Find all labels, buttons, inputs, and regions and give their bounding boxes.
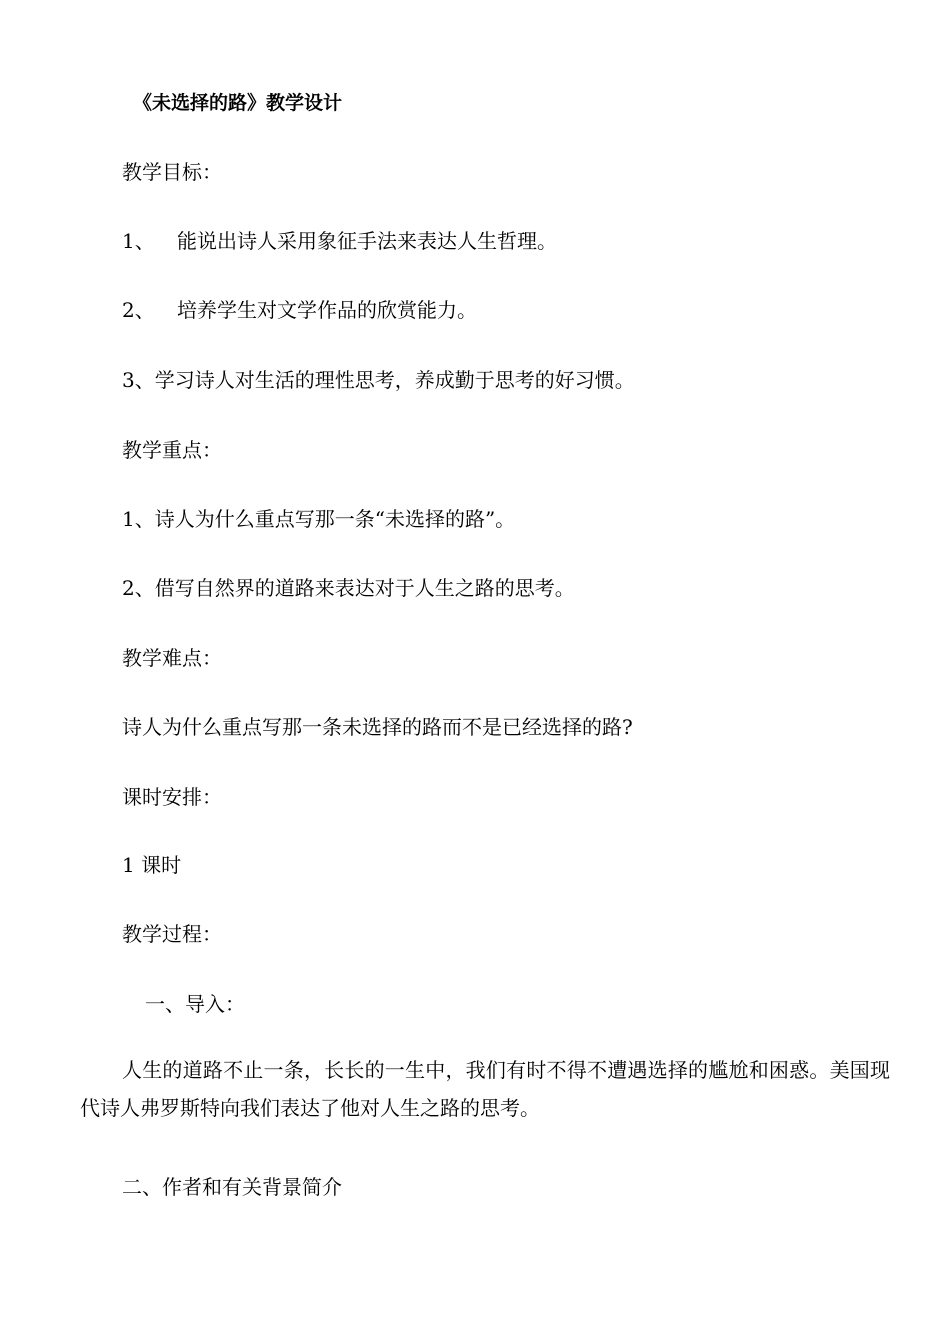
objective-item-2-text: 培养学生对文学作品的欣赏能力。: [177, 298, 477, 322]
objectives-heading: 教学目标：: [122, 160, 222, 184]
process-section-1-heading: 一、导入：: [145, 992, 245, 1016]
process-section-1-text: 人生的道路不止一条，长长的一生中，我们有时不得不遭遇选择的尴尬和困惑。美国现代诗人弗罗斯特向我们表达了他对人生之路的思考。: [80, 1058, 890, 1120]
process-section-2-heading: 二、作者和有关背景简介: [122, 1175, 342, 1199]
key-points-heading: 教学重点：: [122, 438, 222, 462]
objective-item-1-number: 1、: [122, 229, 155, 253]
objective-item-1: [122, 227, 557, 255]
objective-item-2: [122, 296, 477, 324]
document-title: 《未选择的路》教学设计: [133, 92, 343, 114]
schedule-heading: 课时安排：: [122, 785, 222, 809]
objective-item-2-number: 2、: [122, 298, 155, 322]
difficulty-heading: 教学难点：: [122, 646, 222, 670]
key-point-item-2: 2、借写自然界的道路来表达对于人生之路的思考。: [122, 576, 575, 600]
objective-item-3: 3、学习诗人对生活的理性思考，养成勤于思考的好习惯。: [122, 368, 635, 392]
difficulty-text: 诗人为什么重点写那一条未选择的路而不是已经选择的路?: [122, 715, 633, 739]
objective-item-1-text: 能说出诗人采用象征手法来表达人生哲理。: [177, 229, 557, 253]
schedule-text: 1 课时: [122, 853, 182, 877]
key-point-item-1: 1、诗人为什么重点写那一条“未选择的路”。: [122, 507, 516, 531]
process-heading: 教学过程：: [122, 922, 222, 946]
